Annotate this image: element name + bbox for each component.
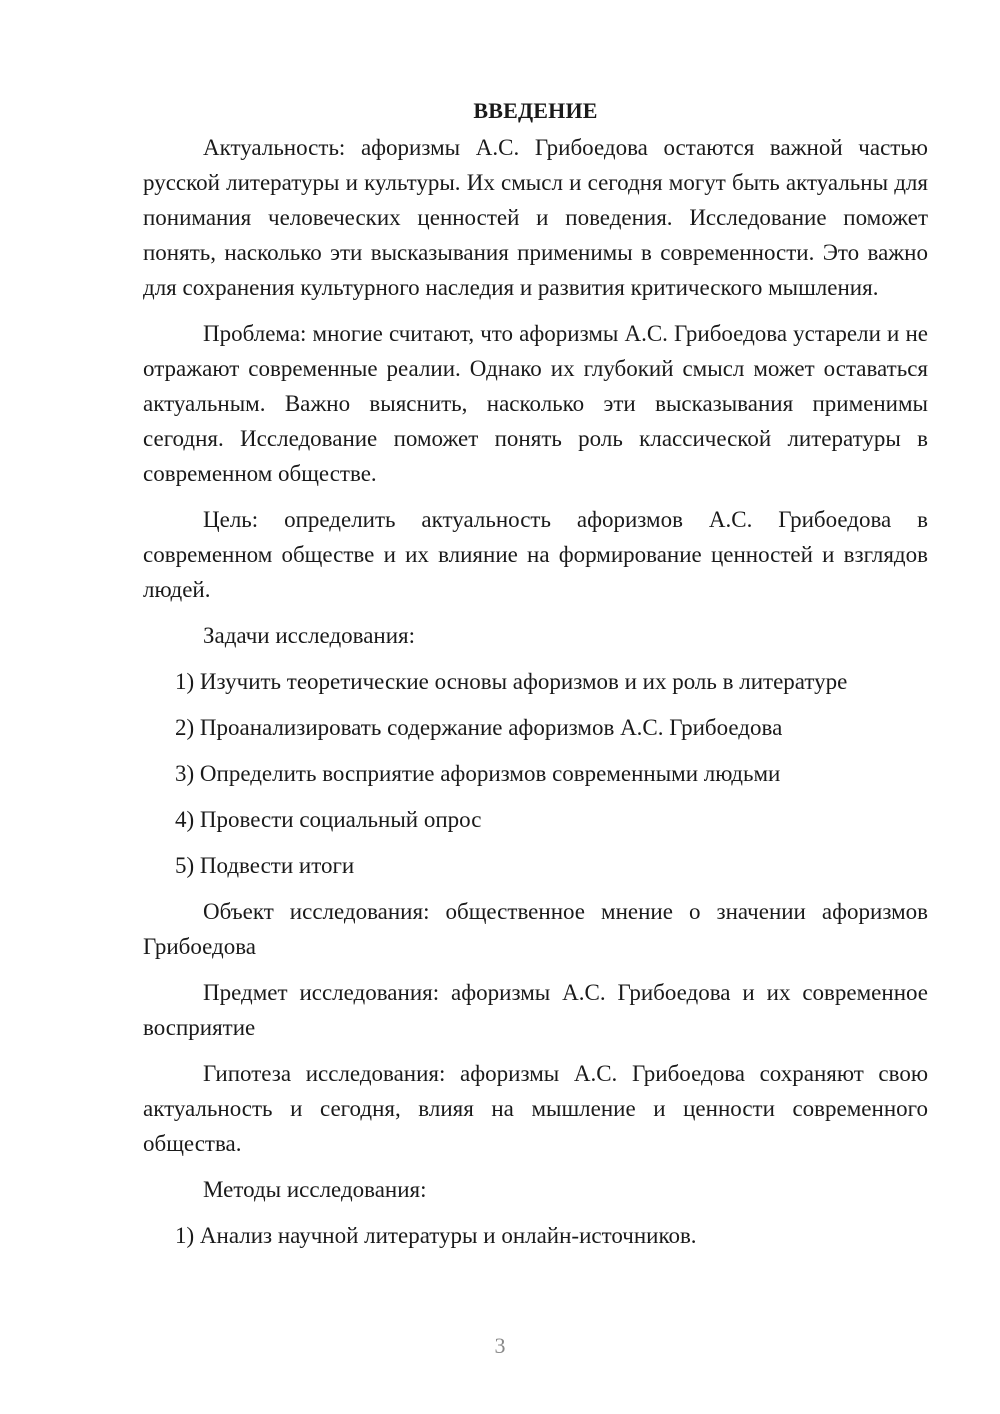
page-number: 3 (494, 1333, 506, 1358)
problem-paragraph: Проблема: многие считают, что афоризмы А.С. Грибоедова устарели и не отражают современные реалии. Однако их глубокий смысл может оставаться актуальным. Важно выяснить, насколько эти высказывания применимы сегодня. Исследование поможет понять роль классической литературы в современном обществе. (143, 321, 928, 486)
task-item-3: 3) Определить восприятие афоризмов современными людьми (175, 761, 781, 786)
task-item-1: 1) Изучить теоретические основы афоризмов и их роль в литературе (175, 669, 848, 694)
document-page (143, 96, 928, 1264)
method-item-1: 1) Анализ научной литературы и онлайн-источников. (175, 1223, 697, 1248)
task-item-5: 5) Подвести итоги (175, 853, 355, 878)
hypothesis-paragraph: Гипотеза исследования: афоризмы А.С. Грибоедова сохраняют свою актуальность и сегодня, влияя на мышление и ценности современного общества. (143, 1061, 928, 1156)
methods-title: Методы исследования: (203, 1177, 427, 1202)
subject-paragraph: Предмет исследования: афоризмы А.С. Грибоедова и их современное восприятие (143, 980, 928, 1040)
task-item-4: 4) Провести социальный опрос (175, 807, 482, 832)
tasks-title: Задачи исследования: (203, 623, 416, 648)
section-heading: ВВЕДЕНИЕ (473, 98, 598, 123)
relevance-paragraph: Актуальность: афоризмы А.С. Грибоедова остаются важной частью русской литературы и культуры. Их смысл и сегодня могут быть актуальны для понимания человеческих ценностей и поведения. Исследование поможет понять, насколько эти высказывания применимы в современности. Это важно для сохранения культурного наследия и развития критического мышления. (143, 135, 928, 300)
object-paragraph: Объект исследования: общественное мнение о значении афоризмов Грибоедова (143, 899, 928, 959)
goal-paragraph: Цель: определить актуальность афоризмов А.С. Грибоедова в современном обществе и их влияние на формирование ценностей и взглядов людей. (143, 507, 928, 602)
task-item-2: 2) Проанализировать содержание афоризмов А.С. Грибоедова (175, 715, 783, 740)
